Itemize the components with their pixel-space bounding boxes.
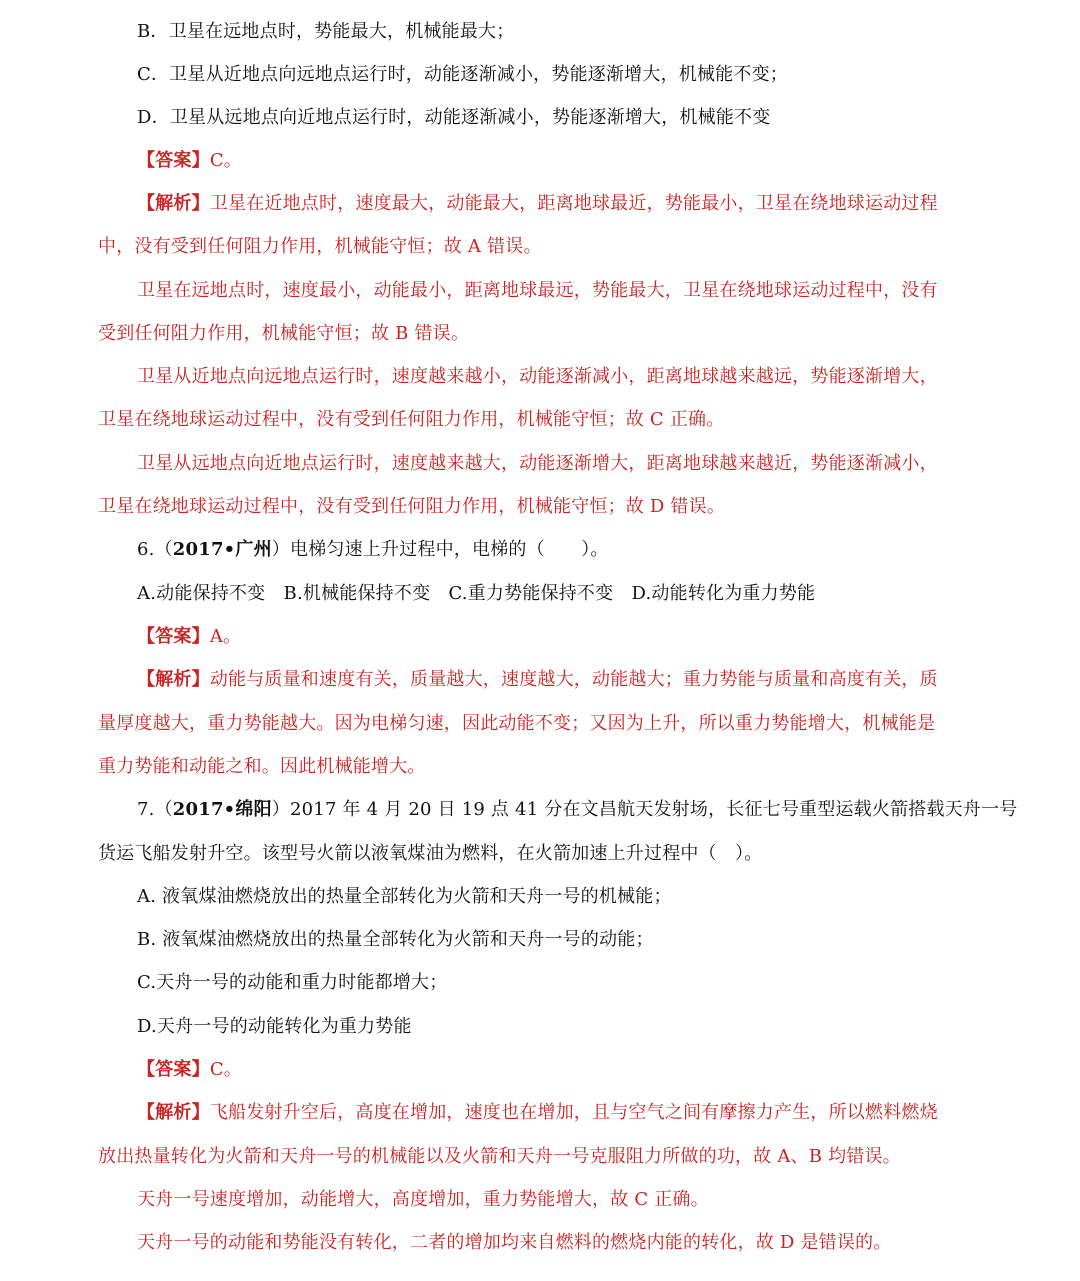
analysis-label: 【解析】 [137, 1102, 210, 1123]
analysis-text: 动能与质量和速度有关，质量越大，速度越大，动能越大；重力势能与质量和高度有关，质 [209, 669, 938, 690]
q5-analysis-line-8: 卫星在绕地球运动过程中，没有受到任何阻力作用，机械能守恒；故 D 错误。 [98, 496, 726, 517]
answer-value: C。 [209, 1059, 242, 1080]
q5-option-c: C．卫星从近地点向远地点运行时，动能逐渐减小，势能逐渐增大，机械能不变； [137, 64, 788, 85]
question-text: ）电梯匀速上升过程中，电梯的（ ）。 [271, 539, 609, 560]
analysis-text: 卫星在近地点时，速度最大，动能最大，距离地球最近，势能最小，卫星在绕地球运动过程 [209, 193, 938, 214]
answer-value: A。 [209, 626, 242, 647]
analysis-text: 飞船发射升空后，高度在增加，速度也在增加，且与空气之间有摩擦力产生，所以燃料燃烧 [209, 1102, 938, 1123]
q6-answer [137, 625, 241, 649]
q7-option-d: D.天舟一号的动能转化为重力势能 [137, 1016, 412, 1037]
q7-analysis-line-2: 放出热量转化为火箭和天舟一号的机械能以及火箭和天舟一号克服阻力所做的功，故 A、B 均错误。 [98, 1146, 901, 1167]
q7-analysis-line-1 [137, 1101, 938, 1125]
q5-analysis-line-7: 卫星从远地点向近地点运行时，速度越来越大，动能逐渐增大，距离地球越来越近，势能逐渐减小， [137, 453, 938, 474]
q5-analysis-line-3: 卫星在远地点时，速度最小，动能最小，距离地球最远，势能最大，卫星在绕地球运动过程中，没有 [137, 280, 938, 301]
q5-analysis-line-2: 中，没有受到任何阻力作用，机械能守恒；故 A 错误。 [98, 236, 542, 257]
q5-analysis-line-6: 卫星在绕地球运动过程中，没有受到任何阻力作用，机械能守恒；故 C 正确。 [98, 409, 725, 430]
q6-analysis-line-3: 重力势能和动能之和。因此机械能增大。 [98, 756, 426, 777]
q5-option-d: D．卫星从远地点向近地点运行时，动能逐渐减小，势能逐渐增大，机械能不变 [137, 107, 771, 128]
q5-option-b: B．卫星在远地点时，势能最大，机械能最大； [137, 21, 515, 42]
q7-analysis-line-4: 天舟一号的动能和势能没有转化，二者的增加均来自燃料的燃烧内能的转化，故 D 是错误的。 [137, 1232, 892, 1253]
q5-answer [137, 149, 242, 173]
q7-stem-line-2: 货运飞船发射升空。该型号火箭以液氧煤油为燃料，在火箭加速上升过程中（ ）。 [98, 843, 763, 864]
answer-label: 【答案】 [137, 626, 210, 647]
q6-analysis-line-2: 量厚度越大，重力势能越大。因为电梯匀速，因此动能不变；又因为上升，所以重力势能增大，机械能是 [98, 713, 936, 734]
question-source: 2017•广州 [172, 539, 272, 560]
q7-option-c: C.天舟一号的动能和重力时能都增大； [137, 972, 448, 993]
q6-analysis-line-1 [137, 668, 938, 692]
question-source: 2017•绵阳 [172, 799, 272, 820]
question-text: ）2017 年 4 月 20 日 19 点 41 分在文昌航天发射场，长征七号重型运载火箭搭载天舟一号 [271, 799, 1018, 820]
analysis-label: 【解析】 [137, 193, 210, 214]
q6-options: A.动能保持不变 B.机械能保持不变 C.重力势能保持不变 D.动能转化为重力势能 [137, 583, 816, 604]
q7-answer [137, 1058, 242, 1082]
q6-stem [137, 538, 609, 562]
q5-analysis-line-5: 卫星从近地点向远地点运行时，速度越来越小，动能逐渐减小，距离地球越来越远，势能逐渐增大， [137, 366, 938, 387]
analysis-label: 【解析】 [137, 669, 210, 690]
question-number: 7.（ [137, 799, 173, 820]
answer-label: 【答案】 [137, 150, 210, 171]
answer-value: C。 [209, 150, 242, 171]
q5-analysis-line-1 [137, 192, 938, 216]
q7-option-a: A. 液氧煤油燃烧放出的热量全部转化为火箭和天舟一号的机械能； [137, 886, 672, 907]
q7-analysis-line-3: 天舟一号速度增加，动能增大，高度增加，重力势能增大，故 C 正确。 [137, 1189, 709, 1210]
q7-option-b: B. 液氧煤油燃烧放出的热量全部转化为火箭和天舟一号的动能； [137, 929, 654, 950]
answer-label: 【答案】 [137, 1059, 210, 1080]
question-number: 6.（ [137, 539, 173, 560]
q5-analysis-line-4: 受到任何阻力作用，机械能守恒；故 B 错误。 [98, 323, 470, 344]
q7-stem [137, 798, 1017, 822]
